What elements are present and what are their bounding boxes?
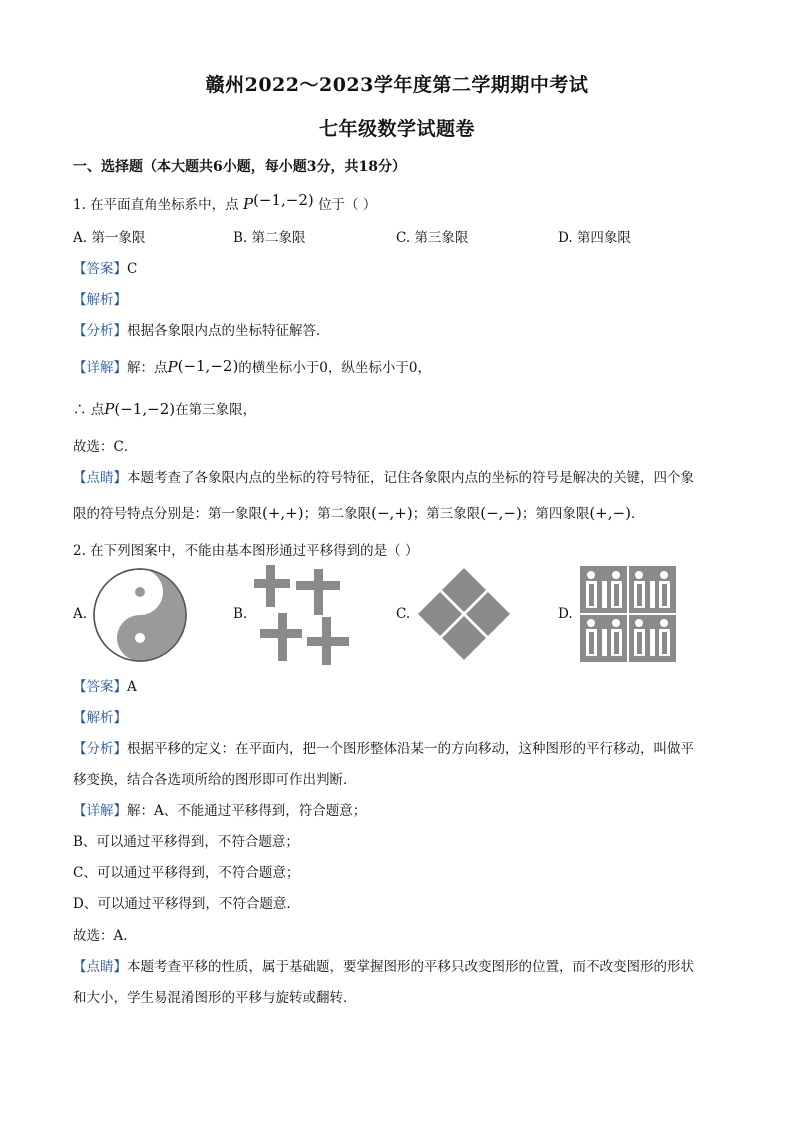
q1-answer [73, 257, 137, 277]
q2-stem: 2. 在下列图案中，不能由基本图形通过平移得到的是（ ） [73, 543, 419, 559]
q1-therefore: ∴ 点P(−1,−2)在第三象限， [73, 400, 257, 418]
crosses-figure [252, 563, 350, 667]
q2-fenxi-line1: 【分析】根据平移的定义：在平面内，把一个图形整体沿某一的方向移动，这种图形的平行移动，叫做平 [73, 741, 694, 757]
q2-analysis-tag: 【解析】 [73, 710, 127, 726]
diamonds-figure [416, 566, 512, 662]
page-subtitle: 七年级数学试题卷 [318, 118, 475, 140]
q1-point-coords: (−1,−2) [253, 191, 314, 209]
answer-tag: 【答案】 [73, 261, 127, 277]
q2-answer: 【答案】A [73, 679, 137, 695]
q1-stem-before: 1. 在平面直角坐标系中，点 [73, 197, 239, 213]
q1-dianjing-line2: 限的符号特点分别是：第一象限(+,+)；第二象限(−,+)；第三象限(−,−)；第四象限(+,−)． [73, 504, 645, 522]
q1-option-a: A. 第一象限 [73, 230, 146, 246]
q2-option-c-letter: C. [396, 606, 411, 622]
q2-fenxi-line2: 移变换，结合各选项所给的图形即可作出判断． [73, 772, 357, 788]
q2-option-d-letter: D. [558, 606, 573, 622]
q1-xiangjie: 【详解】解：点P(−1,−2)的横坐标小于0，纵坐标小于0， [73, 357, 431, 376]
section-heading: 一、选择题（本大题共6小题，每小题3分，共18分） [73, 159, 406, 175]
q1-stem-after: 位于（ ） [318, 197, 377, 213]
q1-choose: 故选：C． [73, 439, 138, 455]
q1-point-name: P [242, 195, 254, 213]
therefore-symbol: ∴ [73, 402, 87, 418]
q1-analysis-tag: 【解析】 [73, 292, 127, 308]
q2-line-c: C、可以通过平移得到，不符合题意； [73, 865, 300, 881]
q1-dianjing-line1: 【点睛】本题考查了各象限内点的坐标的符号特征，记住各象限内点的坐标的符号是解决的关键，四个象 [73, 470, 694, 486]
yin-yang-figure [92, 567, 188, 663]
q1-option-d: D. 第四象限 [558, 230, 631, 246]
page-title: 赣州2022～2023学年度第二学期期中考试 [205, 74, 589, 96]
q2-xiangjie: 【详解】解：A、不能通过平移得到，符合题意； [73, 803, 367, 819]
answer-value: C [127, 261, 138, 277]
q2-line-b: B、可以通过平移得到，不符合题意； [73, 834, 299, 850]
q2-dianjing-line2: 和大小，学生易混淆图形的平移与旋转或翻转． [73, 990, 357, 1006]
q1-stem [73, 193, 376, 213]
q2-dianjing-line1: 【点睛】本题考查平移的性质，属于基础题，要掌握图形的平移只改变图形的位置，而不改变图形的形状 [73, 959, 694, 975]
q2-choose: 故选：A． [73, 928, 137, 944]
q1-option-c: C. 第三象限 [396, 230, 469, 246]
figures-grid [580, 566, 676, 662]
q2-option-a-letter: A. [73, 606, 88, 622]
q2-line-d: D、可以通过平移得到，不符合题意． [73, 896, 300, 912]
q2-option-b-letter: B. [233, 606, 248, 622]
q1-option-b: B. 第二象限 [233, 230, 306, 246]
q1-fenxi: 【分析】根据各象限内点的坐标特征解答． [73, 323, 330, 339]
